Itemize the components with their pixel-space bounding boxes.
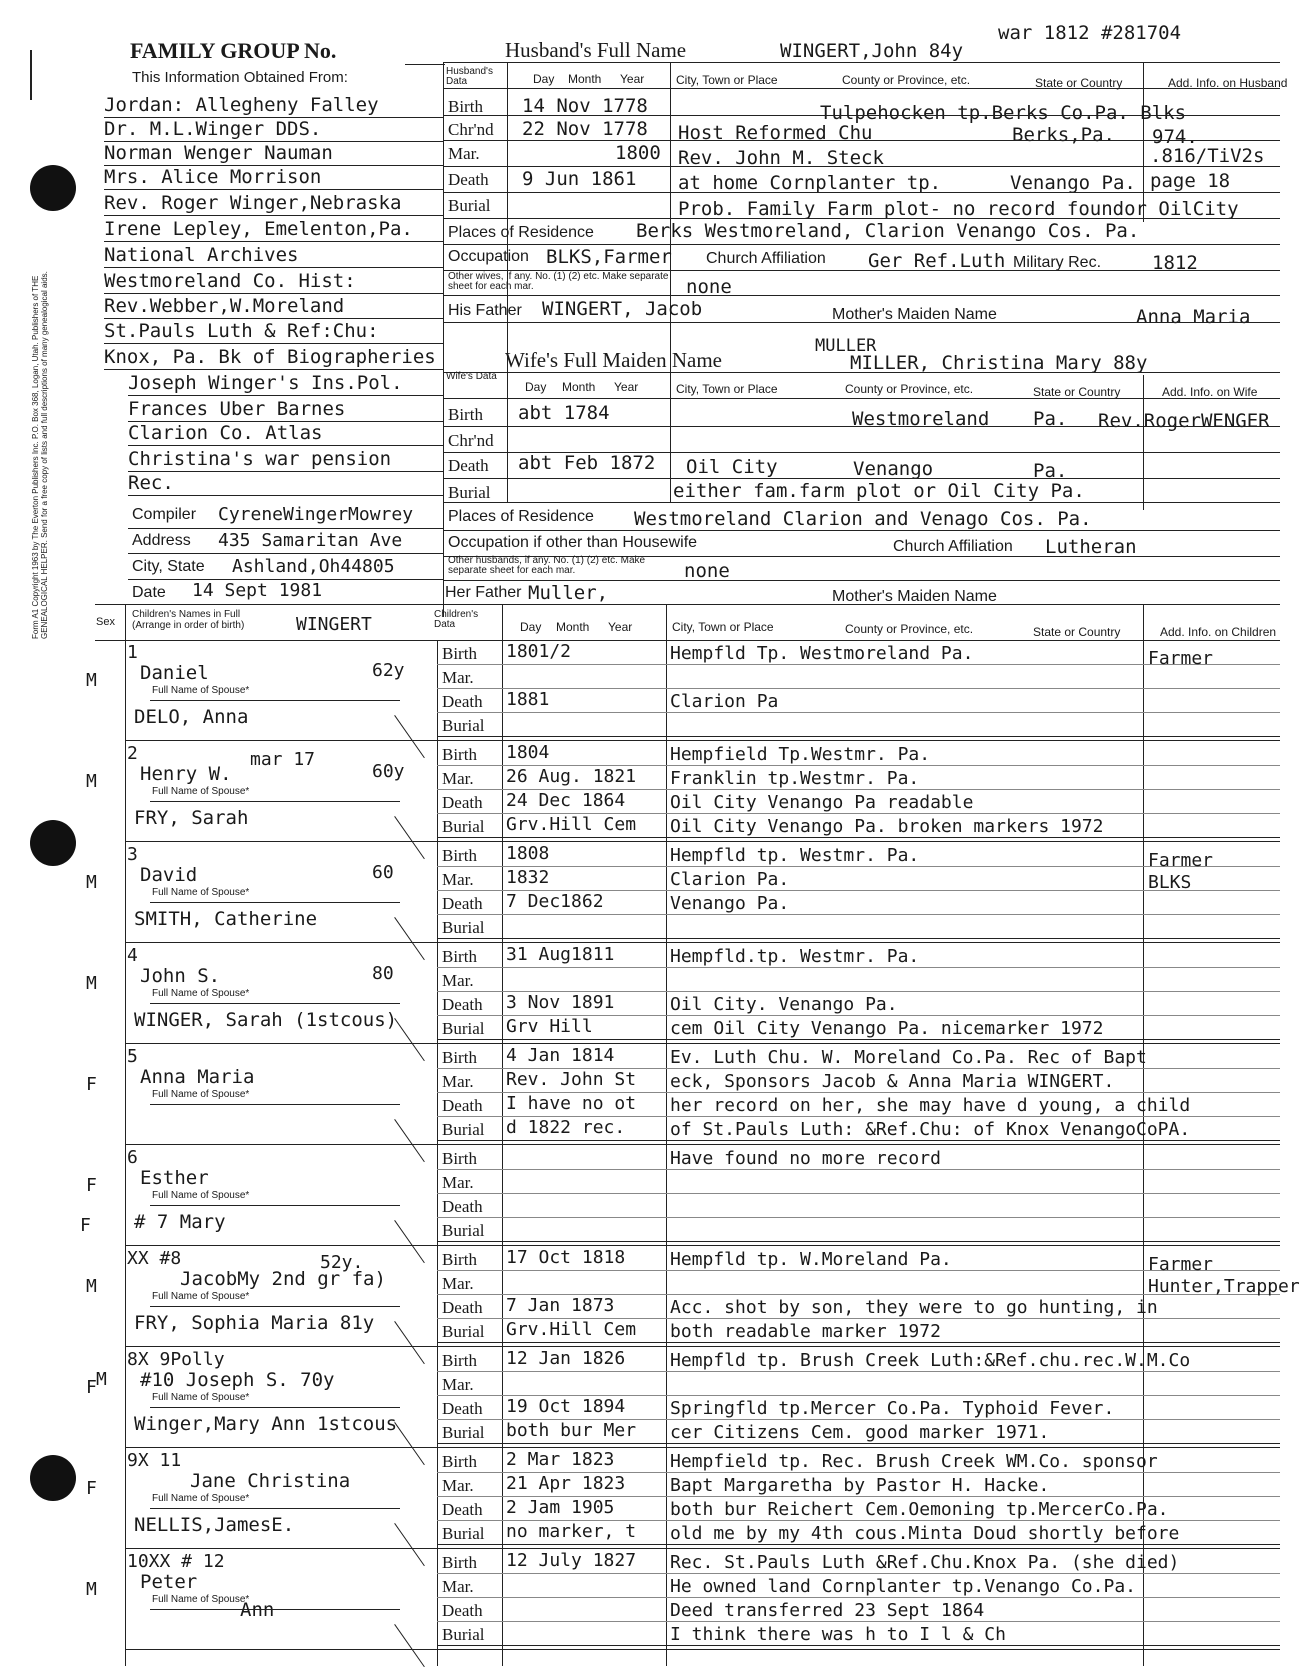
child-age: 62y (372, 660, 405, 681)
wife-mother-label: Mother's Maiden Name (832, 588, 997, 605)
child-spouse: Winger,Mary Ann 1stcous (134, 1413, 398, 1435)
husband-residence: Berks Westmoreland, Clarion Venango Cos. Pa. (636, 220, 1140, 242)
spouse-label: Full Name of Spouse* (152, 1291, 250, 1302)
date-value: 14 Sept 1981 (192, 580, 323, 601)
child-birth-add: Farmer (1148, 850, 1214, 871)
spouse-label: Full Name of Spouse* (152, 1392, 250, 1403)
wife-col-county: County or Province, etc. (845, 382, 974, 396)
child-sex: M (86, 1579, 97, 1600)
wife-col-state: State or Country (1033, 385, 1121, 399)
child-birth-date: 4 Jan 1814 (506, 1045, 615, 1066)
wife-chr-label: Chr'nd (448, 431, 494, 450)
child-mar-label: Mar. (442, 1173, 474, 1192)
child-mar-label: Mar. (442, 1274, 474, 1293)
child-mar-place: Bapt Margaretha by Pastor H. Hacke. (670, 1475, 1050, 1496)
husband-death-date: 9 Jun 1861 (522, 168, 637, 190)
child-col-day: Day (520, 620, 542, 634)
child-age: 60y (372, 761, 405, 782)
war-note: war 1812 #281704 (998, 22, 1182, 44)
child-birth-date: 1804 (506, 742, 550, 763)
child-burial-place: cem Oil City Venango Pa. nicemarker 1972 (670, 1018, 1104, 1039)
child-sex: M (86, 670, 97, 691)
child-death-label: Death (442, 1096, 483, 1115)
child-death-date: 7 Jan 1873 (506, 1295, 615, 1316)
children-names-label: Children's Names in Full (132, 609, 241, 620)
child-burial-label: Burial (442, 1019, 485, 1038)
child-spouse: FRY, Sophia Maria 81y (134, 1312, 375, 1334)
wife-name-label: Wife's Full Maiden Name (505, 348, 722, 372)
child-birth-place: Hempfield Tp.Westmr. Pa. (670, 744, 931, 765)
husband-birth-date: 14 Nov 1778 (522, 95, 648, 117)
husband-chr-state: Berks,Pa. (1012, 124, 1115, 146)
spouse-label: Full Name of Spouse* (152, 887, 250, 898)
husband-occupation: BLKS,Farmer (546, 246, 672, 268)
husband-birth-label: Birth (448, 97, 483, 116)
child-burial-date: Grv Hill (506, 1016, 593, 1037)
child-name: Esther (140, 1167, 209, 1189)
child-name: JacobMy 2nd gr fa) (180, 1268, 386, 1290)
child-spouse: WINGER, Sarah (1stcous) (134, 1009, 398, 1031)
source-line: St.Pauls Luth & Ref:Chu: (104, 320, 379, 342)
child-birth-label: Birth (442, 1250, 477, 1269)
child-mar-add: Hunter,Trapper (1148, 1276, 1300, 1297)
child-burial-place: cer Citizens Cem. good marker 1971. (670, 1422, 1050, 1443)
address-value: 435 Samaritan Ave (218, 530, 403, 551)
child-birth-place: Have found no more record (670, 1148, 941, 1169)
wife-father-label: Her Father (445, 584, 522, 601)
child-death-place: Oil City. Venango Pa. (670, 994, 898, 1015)
child-death-label: Death (442, 1601, 483, 1620)
child-death-place: Springfld tp.Mercer Co.Pa. Typhoid Fever. (670, 1398, 1115, 1419)
husband-name-label: Husband's Full Name (505, 38, 687, 62)
spouse-label: Full Name of Spouse* (152, 1089, 250, 1100)
col-county: County or Province, etc. (842, 73, 971, 87)
info-obtained-label: This Information Obtained From: (132, 69, 348, 86)
child-col-year: Year (608, 620, 633, 634)
child-burial-date: Grv.Hill Cem (506, 814, 637, 835)
child-sex-2: F (80, 1215, 91, 1236)
child-birth-date: 12 July 1827 (506, 1550, 637, 1571)
child-death-date: I have no ot (506, 1093, 637, 1114)
child-burial-date: no marker, t (506, 1521, 637, 1542)
child-number: XX #8 (127, 1248, 182, 1269)
child-death-place: Venango Pa. (670, 893, 790, 914)
wife-church-label: Church Affiliation (893, 538, 1013, 555)
child-mar-place: He owned land Cornplanter tp.Venango Co.Pa. (670, 1576, 1136, 1597)
punch-hole-top (30, 165, 76, 211)
child-name: Henry W. (140, 763, 232, 785)
child-birth-date: 1808 (506, 843, 550, 864)
wife-birth-county: Westmoreland (852, 408, 990, 430)
child-birth-place: Hempfield tp. Rec. Brush Creek WM.Co. sponsor (670, 1451, 1158, 1472)
child-note: mar 17 (250, 749, 316, 770)
compiler-label: Compiler (132, 506, 197, 523)
husband-death-place: at home Cornplanter tp. (678, 172, 942, 194)
child-birth-label: Birth (442, 947, 477, 966)
source-line: Rec. (128, 472, 174, 494)
child-spouse: DELO, Anna (134, 706, 249, 728)
child-burial-label: Burial (442, 1625, 485, 1644)
source-line: Dr. M.L.Winger DDS. (104, 118, 322, 140)
child-number: 6 (127, 1147, 138, 1168)
husband-mar-place: Rev. John M. Steck (678, 147, 884, 169)
child-number: 9X 11 (127, 1450, 182, 1471)
wife-burial-place: either fam.farm plot or Oil City Pa. (673, 480, 1085, 502)
child-birth-place: Ev. Luth Chu. W. Moreland Co.Pa. Rec of Bapt (670, 1047, 1147, 1068)
child-age: 52y. (320, 1252, 364, 1273)
child-sex: M (86, 1276, 97, 1297)
other-wives: none (686, 276, 732, 298)
child-death-place: Clarion Pa (670, 691, 779, 712)
spouse-label: Full Name of Spouse* (152, 685, 250, 696)
child-birth-date: 2 Mar 1823 (506, 1449, 615, 1470)
husband-father-label: His Father (448, 302, 522, 319)
spouse-label: Full Name of Spouse* (152, 1493, 250, 1504)
child-birth-place: Hempfld Tp. Westmoreland Pa. (670, 643, 974, 664)
punch-hole-bottom (30, 1455, 76, 1501)
husband-mar-date: 1800 (615, 142, 661, 164)
child-sex-2: M (96, 1369, 107, 1390)
wife-death-label: Death (448, 456, 489, 475)
child-col-state: State or Country (1033, 625, 1121, 639)
child-burial-label: Burial (442, 1322, 485, 1341)
child-mar-label: Mar. (442, 971, 474, 990)
source-line: Frances Uber Barnes (128, 398, 346, 420)
husband-add-info-1: 974. (1152, 126, 1198, 148)
child-birth-place: Rec. St.Pauls Luth &Ref.Chu.Knox Pa. (she died) (670, 1552, 1180, 1573)
child-mar-label: Mar. (442, 870, 474, 889)
copyright-side-print: Form A1 Copyright 1963 by The Everton Publishers Inc. P.O. Box 368, Logan, Utah. Publishers of THE GENEALOGICAL HELPER. Send for a free copy of lists and full descriptions of many genealogical aids. (31, 271, 49, 639)
child-name: Anna Maria (140, 1066, 255, 1088)
child-death-place: Deed transferred 23 Sept 1864 (670, 1600, 985, 1621)
child-mar-label: Mar. (442, 1375, 474, 1394)
child-burial-date: d 1822 rec. (506, 1117, 626, 1138)
col-sex: Sex (96, 616, 115, 628)
child-birth-label: Birth (442, 1351, 477, 1370)
child-name: David (140, 864, 198, 886)
city-state-label: City, State (132, 558, 205, 575)
child-burial-date: Grv.Hill Cem (506, 1319, 637, 1340)
child-birth-add: Farmer (1148, 1254, 1214, 1275)
child-death-label: Death (442, 1399, 483, 1418)
child-death-date: 19 Oct 1894 (506, 1396, 626, 1417)
source-line: Joseph Winger's Ins.Pol. (128, 372, 403, 394)
col-year: Year (620, 72, 645, 86)
child-birth-label: Birth (442, 644, 477, 663)
child-birth-place: Hempfld tp. Westmr. Pa. (670, 845, 920, 866)
wife-residence-label: Places of Residence (448, 508, 594, 525)
wife-father: Muller, (528, 582, 609, 604)
child-mar-label: Mar. (442, 668, 474, 687)
children-arrange-label: (Arrange in order of birth) (132, 620, 245, 631)
date-label: Date (132, 584, 166, 601)
wife-birth-state: Pa. (1033, 408, 1068, 430)
husband-father: WINGERT, Jacob (542, 298, 703, 320)
wife-name: MILLER, Christina Mary 88y (850, 352, 1148, 374)
child-death-date: 24 Dec 1864 (506, 790, 626, 811)
child-burial-place: Oil City Venango Pa. broken markers 1972 (670, 816, 1104, 837)
wife-birth-add: Rev.RogerWENGER (1098, 410, 1270, 432)
husband-occupation-label: Occupation (448, 248, 529, 265)
wife-birth-label: Birth (448, 405, 483, 424)
city-state-value: Ashland,Oh44805 (232, 556, 395, 577)
compiler-value: CyreneWingerMowrey (218, 504, 414, 525)
child-death-place: Acc. shot by son, they were to go hunting, in (670, 1297, 1158, 1318)
address-label: Address (132, 532, 191, 549)
wife-occupation-label: Occupation if other than Housewife (448, 534, 698, 551)
husband-church-label: Church Affiliation (706, 250, 826, 267)
child-mar-date: 21 Apr 1823 (506, 1473, 626, 1494)
child-mar-place: Clarion Pa. (670, 869, 790, 890)
child-burial-label: Burial (442, 1221, 485, 1240)
child-birth-label: Birth (442, 1149, 477, 1168)
source-line: Jordan: Allegheny Falley (104, 94, 379, 116)
child-death-label: Death (442, 995, 483, 1014)
child-death-place: Oil City Venango Pa readable (670, 792, 974, 813)
source-line: Rev. Roger Winger,Nebraska (104, 192, 402, 214)
children-surname: WINGERT (296, 614, 372, 635)
col-month: Month (568, 72, 602, 86)
wifes-data-header: Wife's Data (446, 371, 497, 382)
source-line: Christina's war pension (128, 448, 392, 470)
husband-church: Ger Ref.Luth (868, 250, 1006, 272)
other-wives-label: Other wives, if any. No. (1) (2) etc. Make separate sheet for each mar. (448, 271, 669, 292)
child-sex: M (86, 973, 97, 994)
husband-burial-place: Prob. Family Farm plot- no record foundor OilCity (678, 198, 1239, 220)
child-sex: F (86, 1074, 97, 1095)
child-mar-label: Mar. (442, 1577, 474, 1596)
child-spouse: SMITH, Catherine (134, 908, 318, 930)
spouse-label: Full Name of Spouse* (152, 786, 250, 797)
source-line: National Archives (104, 244, 299, 266)
child-age: 80 (372, 963, 394, 984)
child-burial-place: old me by my 4th cous.Minta Doud shortly before (670, 1523, 1180, 1544)
husband-add-info-2: .816/TiV2s (1150, 145, 1265, 167)
child-name: Daniel (140, 662, 209, 684)
childrens-data-header: Children's Data (434, 609, 479, 630)
child-birth-label: Birth (442, 1553, 477, 1572)
child-death-label: Death (442, 793, 483, 812)
child-burial-label: Burial (442, 1524, 485, 1543)
child-number: 5 (127, 1046, 138, 1067)
child-spouse: FRY, Sarah (134, 807, 249, 829)
husband-birth-place: Tulpehocken tp.Berks Co.Pa. Blks (820, 102, 1187, 124)
source-line: Knox, Pa. Bk of Biographeries (104, 346, 436, 368)
child-col-county: County or Province, etc. (845, 622, 974, 636)
husband-death-label: Death (448, 170, 489, 189)
husband-mother-surname: MULLER (815, 336, 877, 356)
col-state: State or Country (1035, 76, 1123, 90)
wife-death-state: Pa. (1033, 460, 1068, 482)
husband-name: WINGERT,John 84y (780, 40, 964, 62)
wife-col-add: Add. Info. on Wife (1162, 385, 1258, 399)
child-birth-label: Birth (442, 846, 477, 865)
source-line: Westmoreland Co. Hist: (104, 270, 356, 292)
source-line: Rev.Webber,W.Moreland (104, 295, 345, 317)
child-death-label: Death (442, 692, 483, 711)
wife-death-county: Venango (853, 458, 934, 480)
child-mar-place: eck, Sponsors Jacob & Anna Maria WINGERT. (670, 1071, 1115, 1092)
punch-hole-middle (30, 820, 76, 866)
wife-death-place: Oil City (686, 456, 778, 478)
child-number: 2 (127, 743, 138, 764)
child-number: 8X 9Polly (127, 1349, 225, 1370)
child-death-place: both bur Reichert Cem.Oemoning tp.MercerCo.Pa. (670, 1499, 1169, 1520)
other-husbands-label: Other husbands, if any. No. (1) (2) etc. Make separate sheet for each mar. (448, 555, 646, 576)
source-line: Norman Wenger Nauman (104, 142, 333, 164)
child-sex: F (86, 1175, 97, 1196)
child-birth-add: Farmer (1148, 648, 1214, 669)
child-birth-place: Hempfld.tp. Westmr. Pa. (670, 946, 920, 967)
spouse-label: Full Name of Spouse* (152, 1594, 250, 1605)
wife-birth-date: abt 1784 (518, 402, 610, 424)
child-spouse: Ann (240, 1599, 275, 1621)
child-number: 3 (127, 844, 138, 865)
child-birth-date: 17 Oct 1818 (506, 1247, 626, 1268)
husband-death-state: Venango Pa. (1010, 172, 1136, 194)
husbands-data-header: Husband's Data (446, 66, 493, 87)
child-birth-place: Hempfld tp. W.Moreland Pa. (670, 1249, 952, 1270)
col-day: Day (533, 72, 555, 86)
source-line: Clarion Co. Atlas (128, 422, 323, 444)
child-mar-place: Franklin tp.Westmr. Pa. (670, 768, 920, 789)
child-col-add: Add. Info. on Children (1160, 625, 1277, 639)
child-death-date: 1881 (506, 689, 550, 710)
child-death-label: Death (442, 1500, 483, 1519)
child-name: Jane Christina (190, 1470, 351, 1492)
wife-burial-label: Burial (448, 483, 491, 502)
child-spouse: # 7 Mary (134, 1211, 226, 1233)
wife-residence: Westmoreland Clarion and Venago Cos. Pa. (634, 508, 1092, 530)
child-birth-date: 1801/2 (506, 641, 572, 662)
husband-chr-label: Chr'nd (448, 120, 494, 139)
child-name: Peter (140, 1571, 198, 1593)
husband-mother: Anna Maria (1136, 306, 1251, 328)
child-birth-date: 12 Jan 1826 (506, 1348, 626, 1369)
child-burial-label: Burial (442, 716, 485, 735)
spouse-label: Full Name of Spouse* (152, 988, 250, 999)
child-mar-date: 1832 (506, 867, 550, 888)
child-birth-label: Birth (442, 1048, 477, 1067)
child-col-city: City, Town or Place (672, 620, 774, 634)
husband-military: 1812 (1152, 252, 1198, 274)
spouse-label: Full Name of Spouse* (152, 1190, 250, 1201)
child-number: 4 (127, 945, 138, 966)
child-death-date: 2 Jam 1905 (506, 1497, 615, 1518)
husband-residence-label: Places of Residence (448, 224, 594, 241)
child-number: 1 (127, 642, 138, 663)
child-sex: F (86, 1377, 97, 1398)
child-death-place: her record on her, she may have d young, a child (670, 1095, 1191, 1116)
child-sex: M (86, 872, 97, 893)
source-line: Mrs. Alice Morrison (104, 166, 322, 188)
child-birth-label: Birth (442, 745, 477, 764)
child-death-label: Death (442, 1298, 483, 1317)
husband-mar-label: Mar. (448, 144, 480, 163)
child-burial-label: Burial (442, 817, 485, 836)
child-mar-label: Mar. (442, 769, 474, 788)
child-col-month: Month (556, 620, 590, 634)
child-birth-label: Birth (442, 1452, 477, 1471)
wife-col-city: City, Town or Place (676, 382, 778, 396)
child-mar-label: Mar. (442, 1072, 474, 1091)
husband-add-info-3: page 18 (1150, 170, 1231, 192)
wife-death-date: abt Feb 1872 (518, 452, 656, 474)
other-husbands: none (684, 560, 730, 582)
child-mar-date: Rev. John St (506, 1069, 637, 1090)
wife-col-month: Month (562, 380, 596, 394)
husband-mother-label: Mother's Maiden Name (832, 306, 997, 323)
child-burial-label: Burial (442, 1120, 485, 1139)
husband-military-label: Military Rec. (1013, 254, 1102, 271)
husband-burial-label: Burial (448, 196, 491, 215)
family-group-label: FAMILY GROUP No. (130, 38, 337, 63)
child-birth-place: Hempfld tp. Brush Creek Luth:&Ref.chu.rec.W.M.Co (670, 1350, 1191, 1371)
child-sex: M (86, 771, 97, 792)
child-spouse: NELLIS,JamesE. (134, 1514, 295, 1536)
child-age: 60 (372, 862, 394, 883)
wife-col-day: Day (525, 380, 547, 394)
child-burial-label: Burial (442, 918, 485, 937)
husband-chr-date: 22 Nov 1778 (522, 118, 648, 140)
child-death-date: 7 Dec1862 (506, 891, 604, 912)
child-burial-date: both bur Mer (506, 1420, 637, 1441)
wife-church: Lutheran (1045, 536, 1137, 558)
child-sex: F (86, 1478, 97, 1499)
child-name: #10 Joseph S. 70y (140, 1369, 335, 1391)
child-name: John S. (140, 965, 221, 987)
child-death-label: Death (442, 894, 483, 913)
child-mar-date: 26 Aug. 1821 (506, 766, 637, 787)
child-mar-label: Mar. (442, 1476, 474, 1495)
source-line: Irene Lepley, Emelenton,Pa. (104, 218, 413, 240)
child-birth-date: 31 Aug1811 (506, 944, 615, 965)
child-burial-place: both readable marker 1972 (670, 1321, 941, 1342)
col-add-husband: Add. Info. on Husband (1168, 76, 1288, 90)
child-death-label: Death (442, 1197, 483, 1216)
child-death-date: 3 Nov 1891 (506, 992, 615, 1013)
child-mar-add: BLKS (1148, 872, 1192, 893)
col-city: City, Town or Place (676, 73, 778, 87)
wife-col-year: Year (614, 380, 639, 394)
child-burial-label: Burial (442, 1423, 485, 1442)
child-burial-place: I think there was h to I l & Ch (670, 1624, 1006, 1645)
child-number: 10XX # 12 (127, 1551, 225, 1572)
child-burial-place: of St.Pauls Luth: &Ref.Chu: of Knox VenangoCoPA. (670, 1119, 1191, 1140)
husband-chr-place: Host Reformed Chu (678, 122, 873, 144)
